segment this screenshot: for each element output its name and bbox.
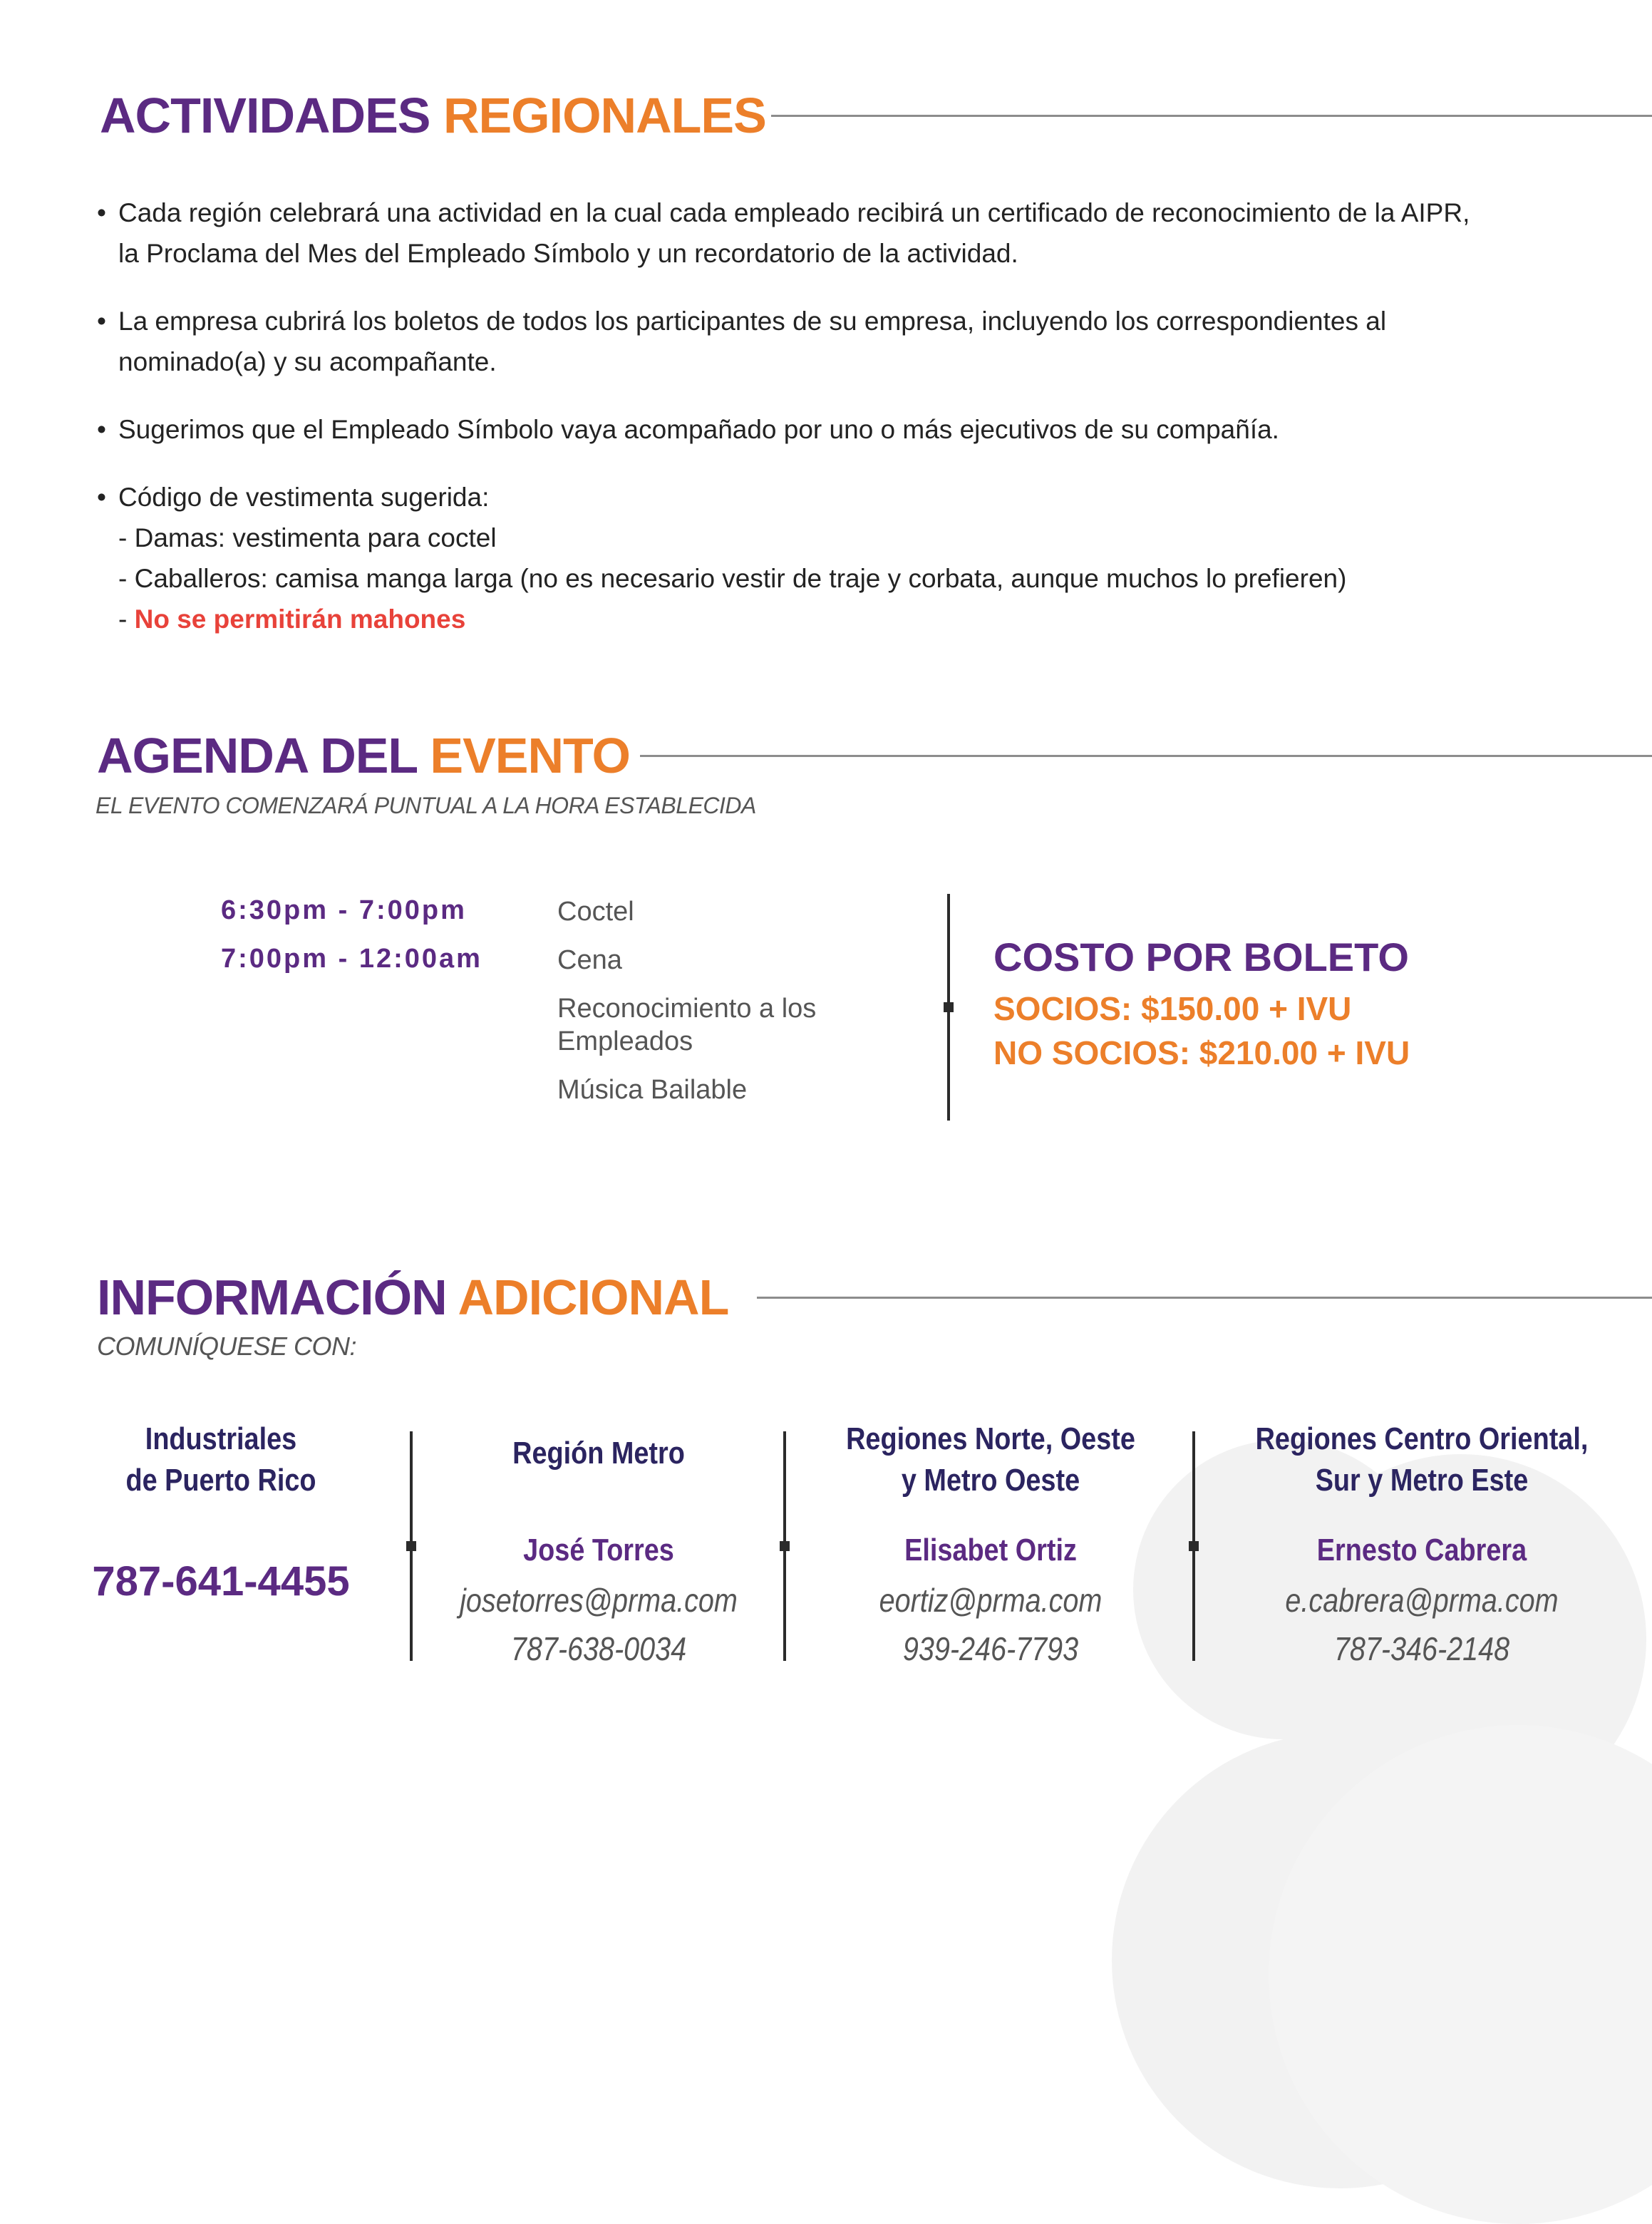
title-part-2: EVENTO (430, 728, 630, 783)
region-line1: Región Metro (512, 1436, 685, 1471)
contact-phone: 787-638-0034 (510, 1630, 687, 1667)
bullet-text: Código de vestimenta sugerida: (118, 483, 490, 512)
dress-code-men: - Caballeros: camisa manga larga (no es necesario vestir de traje y corbata, aunque muchos lo prefieren) (118, 564, 1347, 593)
bullet-icon: • (97, 483, 106, 512)
section-title-info (97, 1269, 728, 1326)
bullet-text: Sugerimos que el Empleado Símbolo vaya acompañado por uno o más ejecutivos de su compañía. (118, 415, 1279, 444)
title-part-1: INFORMACIÓN (97, 1270, 447, 1325)
contact-email[interactable]: eortiz@prma.com (879, 1582, 1103, 1619)
agenda-item: Cena (557, 945, 622, 975)
contact-phone: 787-346-2148 (1333, 1630, 1510, 1667)
price-socios: SOCIOS: $150.00 + IVU (993, 990, 1352, 1027)
region-title (819, 1419, 1162, 1501)
section-title-activities (100, 87, 766, 144)
agenda-item: Coctel (557, 897, 634, 927)
title-part-2: ADICIONAL (458, 1270, 729, 1325)
contact-name: José Torres (523, 1533, 674, 1567)
contact-name: Elisabet Ortiz (904, 1533, 1077, 1567)
dash: - (118, 604, 135, 634)
agenda-item: Música Bailable (557, 1075, 748, 1105)
list-item (97, 477, 1586, 639)
list-item (97, 192, 1586, 274)
region-line2: Sur y Metro Este (1315, 1463, 1529, 1498)
main-contact-phone: 787-641-4455 (92, 1558, 350, 1605)
divider-marker (1189, 1541, 1199, 1551)
divider-marker (406, 1541, 416, 1551)
bullet-text: Cada región celebrará una actividad en la cual cada empleado recibirá un certificado de reconocimiento de la AIPR, (118, 198, 1470, 227)
region-line2: y Metro Oeste (901, 1463, 1080, 1498)
agenda-time: 6:30pm - 7:00pm (221, 895, 467, 925)
contact-phone: 939-246-7793 (902, 1630, 1079, 1667)
dress-code-warning (118, 599, 1586, 639)
title-part-2: REGIONALES (443, 88, 766, 143)
bullet-text: La empresa cubrirá los boletos de todos los participantes de su empresa, incluyendo los correspondientes al (118, 307, 1387, 336)
cost-title: COSTO POR BOLETO (993, 935, 1409, 979)
agenda-time: 7:00pm - 12:00am (221, 944, 482, 974)
dress-code-women: - Damas: vestimenta para coctel (118, 523, 497, 552)
title-part-1: ACTIVIDADES (100, 88, 430, 143)
bullet-icon: • (97, 198, 106, 227)
agenda-subtitle: EL EVENTO COMENZARÁ PUNTUAL A LA HORA ESTABLECIDA (95, 793, 756, 818)
contact-email[interactable]: josetorres@prma.com (460, 1582, 738, 1619)
region-title (452, 1433, 746, 1474)
price-no-socios: NO SOCIOS: $210.00 + IVU (993, 1034, 1410, 1071)
divider-marker (780, 1541, 790, 1551)
bullet-icon: • (97, 415, 106, 444)
bullet-text: nominado(a) y su acompañante. (118, 347, 497, 376)
region-line1: Regiones Centro Oriental, (1255, 1421, 1589, 1456)
main-contact-name (92, 1419, 349, 1501)
main-contact-line1: Industriales (145, 1421, 297, 1456)
title-part-1: AGENDA DEL (97, 728, 417, 783)
title-rule (771, 115, 1652, 117)
region-line1: Regiones Norte, Oeste (846, 1421, 1135, 1456)
contact-subtitle: COMUNÍQUESE CON: (97, 1332, 357, 1361)
list-item (97, 409, 1586, 450)
main-contact-line2: de Puerto Rico (125, 1463, 316, 1498)
title-rule (640, 755, 1652, 757)
agenda-item: Reconocimiento a los Empleados (557, 994, 817, 1056)
divider-marker (944, 1002, 954, 1012)
region-title (1235, 1419, 1609, 1501)
title-rule (757, 1297, 1652, 1299)
list-item (97, 301, 1586, 382)
section-title-agenda (97, 727, 630, 784)
activities-list (97, 192, 1586, 666)
warning-text: No se permitirán mahones (134, 604, 466, 634)
contact-name: Ernesto Cabrera (1316, 1533, 1527, 1567)
contact-email[interactable]: e.cabrera@prma.com (1285, 1582, 1559, 1619)
bullet-text: la Proclama del Mes del Empleado Símbolo y un recordatorio de la actividad. (118, 239, 1018, 268)
bullet-icon: • (97, 307, 106, 336)
